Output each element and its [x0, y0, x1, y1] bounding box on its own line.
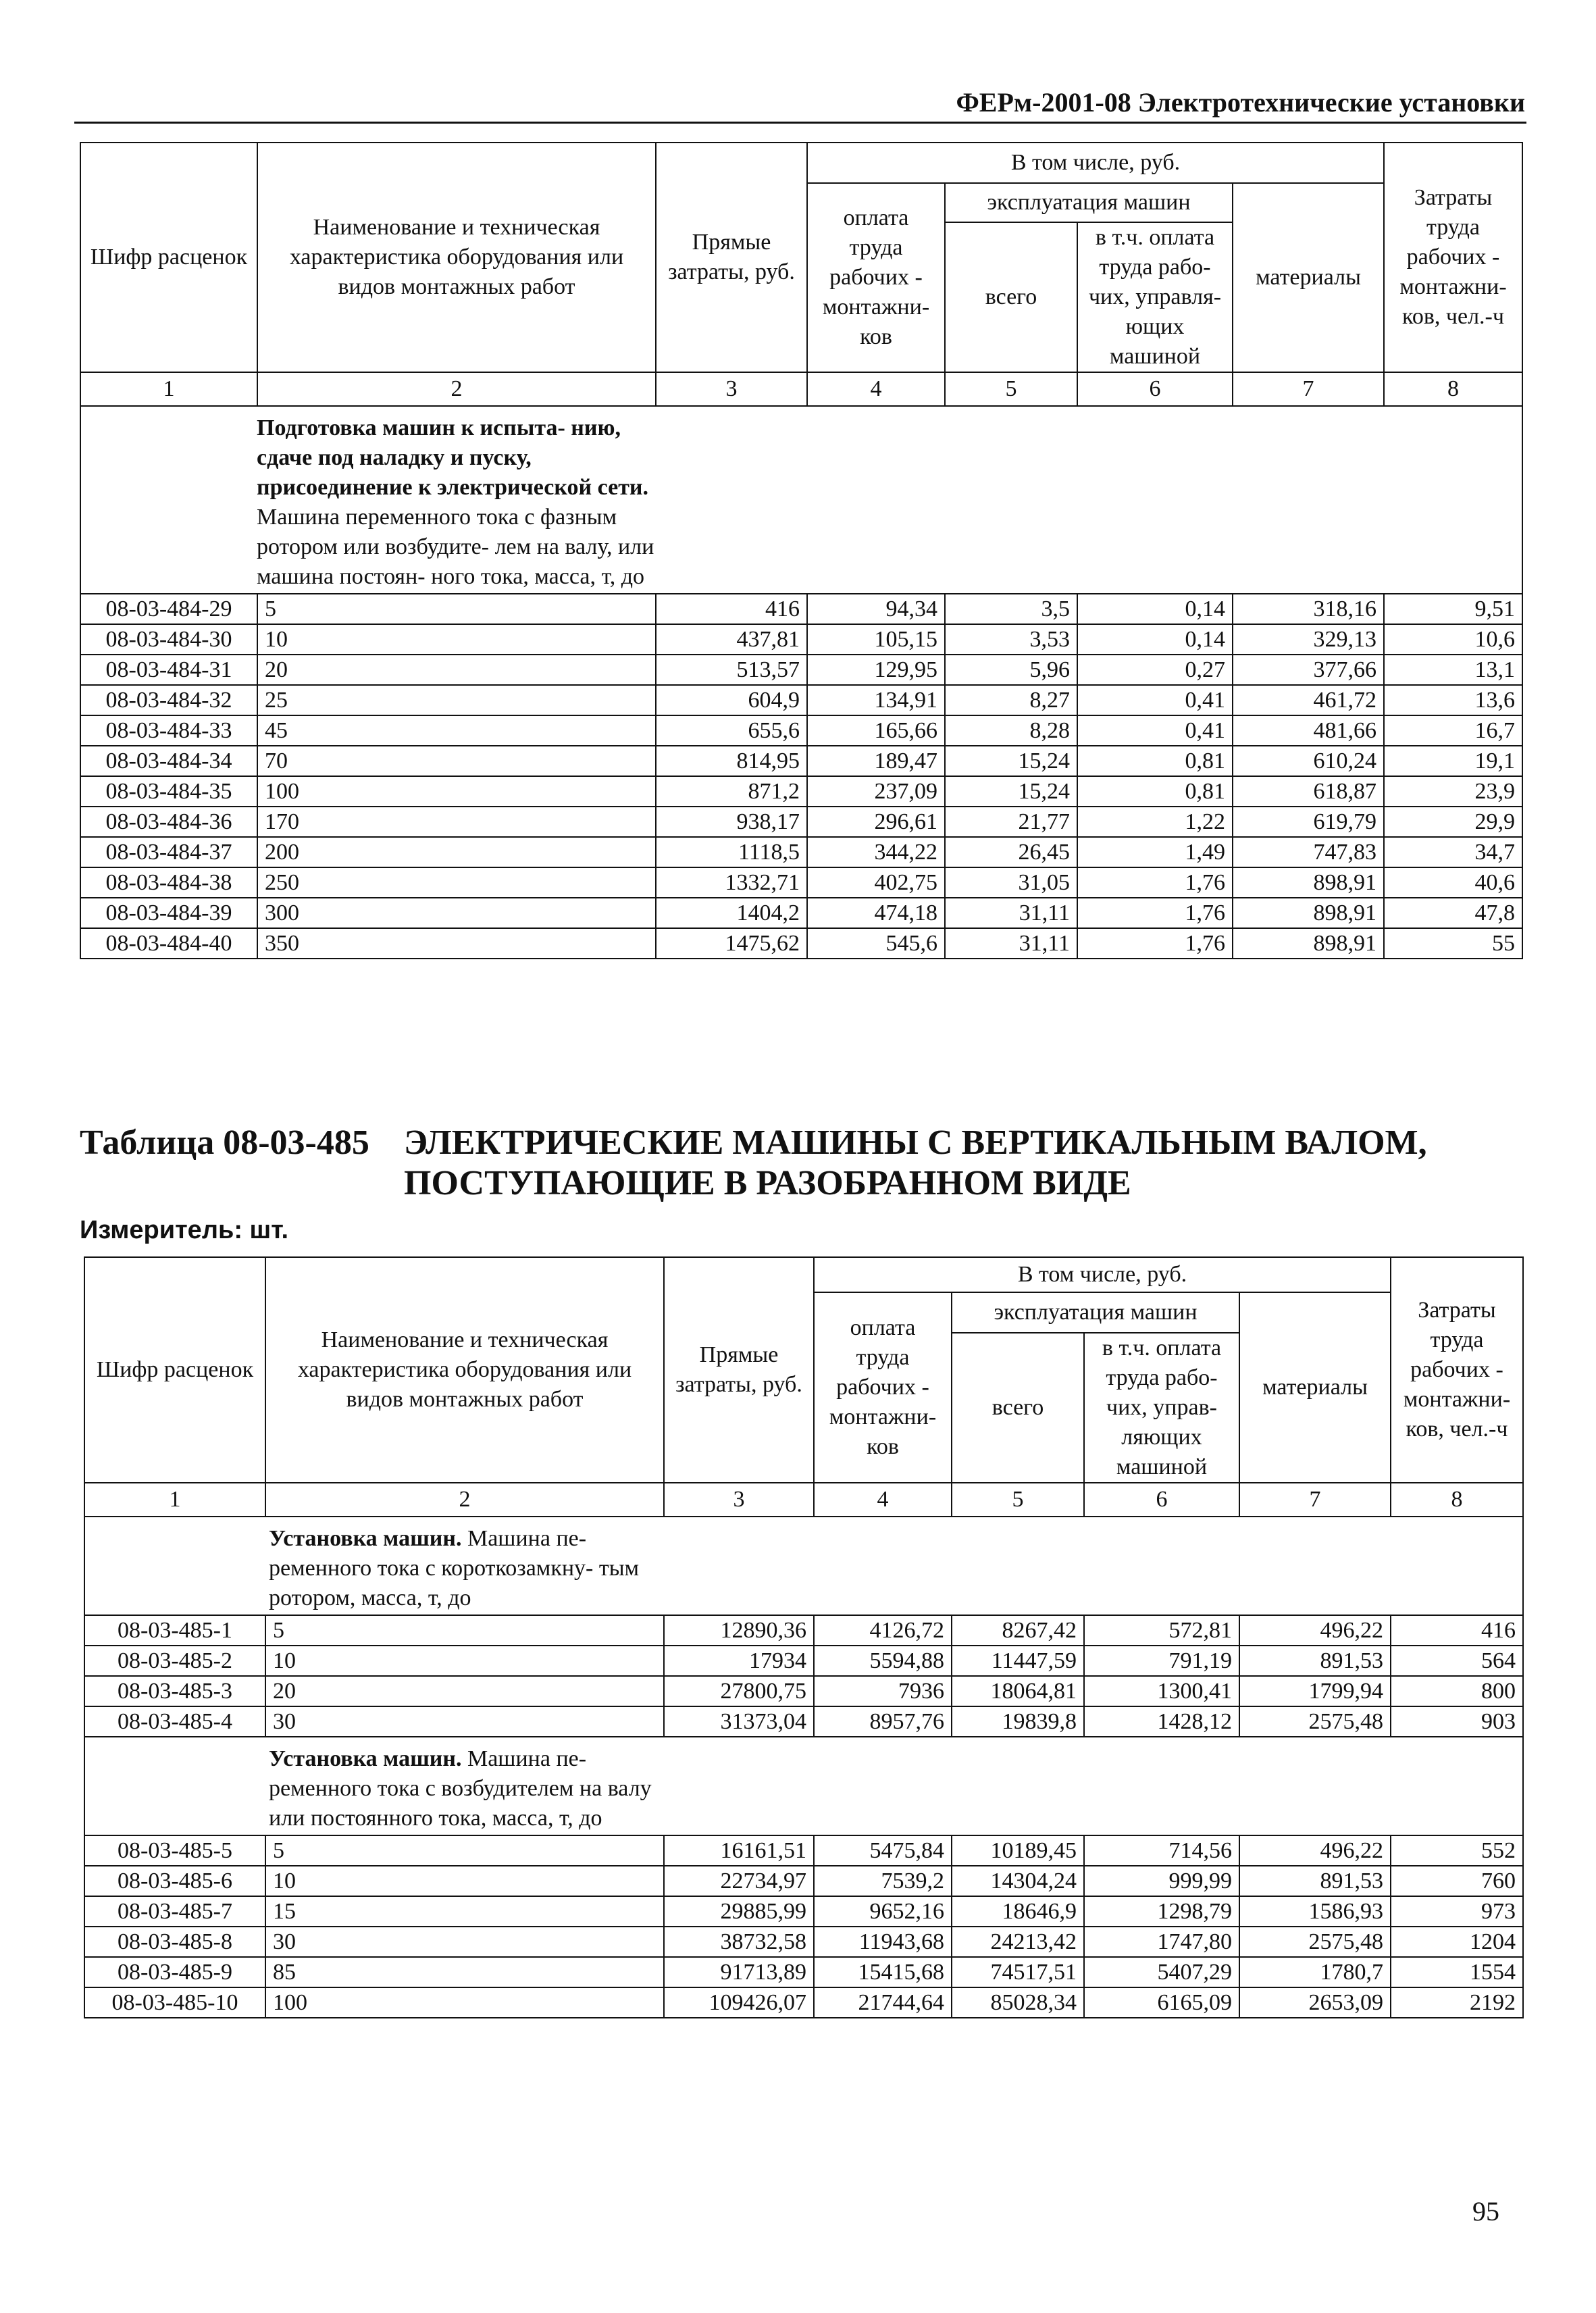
- direct-costs: 655,6: [656, 715, 807, 746]
- labor-hours: 552: [1391, 1835, 1523, 1866]
- rate-code: 08-03-484-39: [80, 898, 257, 928]
- direct-costs: 31373,04: [664, 1706, 814, 1737]
- table-row: [84, 1927, 1523, 1957]
- column-number: 7: [1233, 372, 1384, 406]
- column-number: 4: [807, 372, 945, 406]
- materials-cost: 1799,94: [1239, 1676, 1391, 1706]
- header-wage: оплата труда рабочих - монтажни- ков: [807, 183, 945, 372]
- table-row: [84, 1706, 1523, 1737]
- header-wage: оплата труда рабочих - монтажни- ков: [814, 1292, 952, 1483]
- labor-hours: 973: [1391, 1896, 1523, 1927]
- direct-costs: 938,17: [656, 807, 807, 837]
- mass-value: 170: [257, 807, 656, 837]
- machine-costs: 14304,24: [952, 1866, 1084, 1896]
- rates-table-485: [84, 1256, 1524, 2018]
- table-row: [80, 685, 1522, 715]
- mass-value: 10: [265, 1866, 664, 1896]
- rate-code: 08-03-484-36: [80, 807, 257, 837]
- materials-cost: 898,91: [1233, 867, 1384, 898]
- header-name: Наименование и техническая характеристика оборудования или видов монтажных работ: [257, 143, 656, 372]
- labor-hours: 34,7: [1384, 837, 1522, 867]
- header-machine-wage: в т.ч. оплата труда рабо- чих, управ- ляющих машиной: [1084, 1333, 1239, 1483]
- column-number: 8: [1391, 1483, 1523, 1517]
- machine-costs: 15,24: [945, 776, 1077, 807]
- mass-value: 250: [257, 867, 656, 898]
- direct-costs: 513,57: [656, 655, 807, 685]
- rate-code: 08-03-484-29: [80, 594, 257, 624]
- direct-costs: 22734,97: [664, 1866, 814, 1896]
- materials-cost: 481,66: [1233, 715, 1384, 746]
- machine-operator-wage: 999,99: [1084, 1866, 1239, 1896]
- machine-operator-wage: 791,19: [1084, 1646, 1239, 1676]
- machine-operator-wage: 1298,79: [1084, 1896, 1239, 1927]
- machine-operator-wage: 1428,12: [1084, 1706, 1239, 1737]
- column-number: 6: [1077, 372, 1233, 406]
- mass-value: 300: [257, 898, 656, 928]
- labor-hours: 13,1: [1384, 655, 1522, 685]
- header-code: Шифр расценок: [80, 143, 257, 372]
- header-machines-total: всего: [945, 222, 1077, 372]
- machine-costs: 31,11: [945, 928, 1077, 959]
- header-machines: эксплуатация машин: [952, 1292, 1239, 1333]
- table-row: [84, 1987, 1523, 2018]
- labor-hours: 55: [1384, 928, 1522, 959]
- labor-hours: 19,1: [1384, 746, 1522, 776]
- worker-wage: 545,6: [807, 928, 945, 959]
- mass-value: 5: [265, 1615, 664, 1646]
- direct-costs: 604,9: [656, 685, 807, 715]
- header-labor: Затраты труда рабочих - монтажни- ков, чел.-ч: [1391, 1257, 1523, 1483]
- mass-value: 85: [265, 1957, 664, 1987]
- machine-costs: 11447,59: [952, 1646, 1084, 1676]
- materials-cost: 891,53: [1239, 1646, 1391, 1676]
- rate-code: 08-03-485-1: [84, 1615, 265, 1646]
- header-machine-wage: в т.ч. оплата труда рабо- чих, управля- ющих машиной: [1077, 222, 1233, 372]
- worker-wage: 237,09: [807, 776, 945, 807]
- rate-code: 08-03-484-32: [80, 685, 257, 715]
- machine-costs: 3,5: [945, 594, 1077, 624]
- rate-code: 08-03-485-3: [84, 1676, 265, 1706]
- table-row: [80, 746, 1522, 776]
- machine-costs: 24213,42: [952, 1927, 1084, 1957]
- worker-wage: 189,47: [807, 746, 945, 776]
- materials-cost: 610,24: [1233, 746, 1384, 776]
- machine-costs: 18646,9: [952, 1896, 1084, 1927]
- direct-costs: 109426,07: [664, 1987, 814, 2018]
- table-row: [84, 1866, 1523, 1896]
- labor-hours: 800: [1391, 1676, 1523, 1706]
- machine-costs: 31,05: [945, 867, 1077, 898]
- column-number: 1: [84, 1483, 265, 1517]
- materials-cost: 618,87: [1233, 776, 1384, 807]
- table-row: [80, 594, 1522, 624]
- column-number: 7: [1239, 1483, 1391, 1517]
- header-including: В том числе, руб.: [814, 1257, 1391, 1292]
- machine-operator-wage: 0,81: [1077, 776, 1233, 807]
- direct-costs: 814,95: [656, 746, 807, 776]
- worker-wage: 344,22: [807, 837, 945, 867]
- machine-operator-wage: 714,56: [1084, 1835, 1239, 1866]
- rate-code: 08-03-485-6: [84, 1866, 265, 1896]
- mass-value: 20: [265, 1676, 664, 1706]
- group-heading: Установка машин. Машина пе- ременного тока с возбудителем на валу или постоянного тока, масса, т, до: [84, 1737, 1523, 1835]
- rate-code: 08-03-484-40: [80, 928, 257, 959]
- rate-code: 08-03-485-7: [84, 1896, 265, 1927]
- worker-wage: 5594,88: [814, 1646, 952, 1676]
- table-row: [84, 1676, 1523, 1706]
- mass-value: 45: [257, 715, 656, 746]
- running-head: ФЕРм-2001-08 Электротехнические установки: [956, 87, 1525, 118]
- machine-operator-wage: 0,27: [1077, 655, 1233, 685]
- machine-operator-wage: 1747,80: [1084, 1927, 1239, 1957]
- worker-wage: 21744,64: [814, 1987, 952, 2018]
- mass-value: 100: [257, 776, 656, 807]
- header-machines-total: всего: [952, 1333, 1084, 1483]
- materials-cost: 1780,7: [1239, 1957, 1391, 1987]
- column-number: 3: [664, 1483, 814, 1517]
- machine-costs: 15,24: [945, 746, 1077, 776]
- header-materials: материалы: [1239, 1292, 1391, 1483]
- table-name: ЭЛЕКТРИЧЕСКИЕ МАШИНЫ С ВЕРТИКАЛЬНЫМ ВАЛОМ, ПОСТУПАЮЩИЕ В РАЗОБРАННОМ ВИДЕ: [404, 1123, 1427, 1202]
- direct-costs: 1475,62: [656, 928, 807, 959]
- table-row: [84, 1835, 1523, 1866]
- machine-costs: 8,28: [945, 715, 1077, 746]
- header-code: Шифр расценок: [84, 1257, 265, 1483]
- unit-of-measure: Измеритель: шт.: [80, 1216, 289, 1244]
- header-direct-costs: Прямые затраты, руб.: [664, 1257, 814, 1483]
- machine-operator-wage: 0,41: [1077, 715, 1233, 746]
- rate-code: 08-03-485-9: [84, 1957, 265, 1987]
- machine-operator-wage: 5407,29: [1084, 1957, 1239, 1987]
- direct-costs: 871,2: [656, 776, 807, 807]
- mass-value: 15: [265, 1896, 664, 1927]
- direct-costs: 12890,36: [664, 1615, 814, 1646]
- mass-value: 25: [257, 685, 656, 715]
- direct-costs: 437,81: [656, 624, 807, 655]
- table-row: [80, 867, 1522, 898]
- mass-value: 200: [257, 837, 656, 867]
- materials-cost: 2575,48: [1239, 1706, 1391, 1737]
- group-heading: Установка машин. Машина пе- ременного тока с короткозамкну- тым ротором, масса, т, до: [84, 1517, 1523, 1615]
- table-row: [80, 807, 1522, 837]
- worker-wage: 11943,68: [814, 1927, 952, 1957]
- worker-wage: 105,15: [807, 624, 945, 655]
- rate-code: 08-03-485-8: [84, 1927, 265, 1957]
- machine-costs: 8267,42: [952, 1615, 1084, 1646]
- column-number: 5: [945, 372, 1077, 406]
- column-number: 2: [265, 1483, 664, 1517]
- machine-operator-wage: 1,76: [1077, 928, 1233, 959]
- machine-operator-wage: 6165,09: [1084, 1987, 1239, 2018]
- labor-hours: 40,6: [1384, 867, 1522, 898]
- labor-hours: 9,51: [1384, 594, 1522, 624]
- column-number: 8: [1384, 372, 1522, 406]
- machine-operator-wage: 0,81: [1077, 746, 1233, 776]
- mass-value: 10: [257, 624, 656, 655]
- rate-code: 08-03-485-4: [84, 1706, 265, 1737]
- mass-value: 20: [257, 655, 656, 685]
- materials-cost: 377,66: [1233, 655, 1384, 685]
- header-labor: Затраты труда рабочих - монтажни- ков, чел.-ч: [1384, 143, 1522, 372]
- table-row: [80, 928, 1522, 959]
- machine-costs: 74517,51: [952, 1957, 1084, 1987]
- table-row: [84, 1957, 1523, 1987]
- labor-hours: 564: [1391, 1646, 1523, 1676]
- machine-operator-wage: 1,22: [1077, 807, 1233, 837]
- machine-operator-wage: 0,41: [1077, 685, 1233, 715]
- header-including: В том числе, руб.: [807, 143, 1384, 183]
- materials-cost: 461,72: [1233, 685, 1384, 715]
- mass-value: 10: [265, 1646, 664, 1676]
- table-number: Таблица 08-03-485: [80, 1123, 369, 1162]
- rate-code: 08-03-485-10: [84, 1987, 265, 2018]
- materials-cost: 2575,48: [1239, 1927, 1391, 1957]
- rates-table-484: [80, 142, 1523, 959]
- machine-costs: 19839,8: [952, 1706, 1084, 1737]
- machine-costs: 31,11: [945, 898, 1077, 928]
- labor-hours: 1554: [1391, 1957, 1523, 1987]
- machine-costs: 21,77: [945, 807, 1077, 837]
- direct-costs: 416: [656, 594, 807, 624]
- direct-costs: 1118,5: [656, 837, 807, 867]
- column-number: 4: [814, 1483, 952, 1517]
- worker-wage: 5475,84: [814, 1835, 952, 1866]
- table-row: [80, 655, 1522, 685]
- column-numbers-row: [80, 372, 1522, 406]
- mass-value: 350: [257, 928, 656, 959]
- materials-cost: 1586,93: [1239, 1896, 1391, 1927]
- rate-code: 08-03-484-30: [80, 624, 257, 655]
- worker-wage: 7936: [814, 1676, 952, 1706]
- labor-hours: 13,6: [1384, 685, 1522, 715]
- mass-value: 5: [257, 594, 656, 624]
- worker-wage: 9652,16: [814, 1896, 952, 1927]
- materials-cost: 898,91: [1233, 898, 1384, 928]
- rate-code: 08-03-484-37: [80, 837, 257, 867]
- machine-costs: 85028,34: [952, 1987, 1084, 2018]
- materials-cost: 891,53: [1239, 1866, 1391, 1896]
- worker-wage: 129,95: [807, 655, 945, 685]
- labor-hours: 416: [1391, 1615, 1523, 1646]
- direct-costs: 1332,71: [656, 867, 807, 898]
- labor-hours: 760: [1391, 1866, 1523, 1896]
- machine-operator-wage: 1,76: [1077, 898, 1233, 928]
- header-name: Наименование и техническая характеристика оборудования или видов монтажных работ: [265, 1257, 664, 1483]
- table-row: [80, 715, 1522, 746]
- group-heading: Подготовка машин к испыта- нию, сдаче под наладку и пуску, присоединение к электрической сети. Машина переменного тока с фазным ротором или возбудите- лем на валу, или машина постоян- ного тока, масса, т, до: [80, 406, 1522, 594]
- materials-cost: 898,91: [1233, 928, 1384, 959]
- labor-hours: 1204: [1391, 1927, 1523, 1957]
- rate-code: 08-03-485-5: [84, 1835, 265, 1866]
- machine-operator-wage: 1300,41: [1084, 1676, 1239, 1706]
- column-number: 2: [257, 372, 656, 406]
- table-row: [80, 776, 1522, 807]
- machine-operator-wage: 0,14: [1077, 594, 1233, 624]
- machine-costs: 26,45: [945, 837, 1077, 867]
- materials-cost: 619,79: [1233, 807, 1384, 837]
- rate-code: 08-03-484-33: [80, 715, 257, 746]
- direct-costs: 91713,89: [664, 1957, 814, 1987]
- worker-wage: 474,18: [807, 898, 945, 928]
- worker-wage: 15415,68: [814, 1957, 952, 1987]
- header-machines: эксплуатация машин: [945, 183, 1233, 222]
- column-number: 6: [1084, 1483, 1239, 1517]
- materials-cost: 329,13: [1233, 624, 1384, 655]
- labor-hours: 29,9: [1384, 807, 1522, 837]
- direct-costs: 27800,75: [664, 1676, 814, 1706]
- worker-wage: 7539,2: [814, 1866, 952, 1896]
- machine-operator-wage: 0,14: [1077, 624, 1233, 655]
- rate-code: 08-03-484-38: [80, 867, 257, 898]
- table-row: [80, 624, 1522, 655]
- machine-costs: 8,27: [945, 685, 1077, 715]
- rate-code: 08-03-484-34: [80, 746, 257, 776]
- machine-costs: 10189,45: [952, 1835, 1084, 1866]
- materials-cost: 318,16: [1233, 594, 1384, 624]
- materials-cost: 496,22: [1239, 1615, 1391, 1646]
- labor-hours: 10,6: [1384, 624, 1522, 655]
- labor-hours: 16,7: [1384, 715, 1522, 746]
- mass-value: 5: [265, 1835, 664, 1866]
- rate-code: 08-03-484-35: [80, 776, 257, 807]
- direct-costs: 29885,99: [664, 1896, 814, 1927]
- worker-wage: 402,75: [807, 867, 945, 898]
- labor-hours: 47,8: [1384, 898, 1522, 928]
- worker-wage: 4126,72: [814, 1615, 952, 1646]
- column-number: 5: [952, 1483, 1084, 1517]
- machine-costs: 18064,81: [952, 1676, 1084, 1706]
- rate-code: 08-03-484-31: [80, 655, 257, 685]
- direct-costs: 17934: [664, 1646, 814, 1676]
- header-materials: материалы: [1233, 183, 1384, 372]
- machine-operator-wage: 572,81: [1084, 1615, 1239, 1646]
- labor-hours: 2192: [1391, 1987, 1523, 2018]
- labor-hours: 903: [1391, 1706, 1523, 1737]
- page-number: 95: [1472, 2196, 1499, 2227]
- machine-costs: 5,96: [945, 655, 1077, 685]
- table-row: [84, 1896, 1523, 1927]
- machine-operator-wage: 1,49: [1077, 837, 1233, 867]
- header-rule: [74, 122, 1526, 124]
- worker-wage: 94,34: [807, 594, 945, 624]
- header-direct-costs: Прямые затраты, руб.: [656, 143, 807, 372]
- materials-cost: 747,83: [1233, 837, 1384, 867]
- mass-value: 100: [265, 1987, 664, 2018]
- worker-wage: 165,66: [807, 715, 945, 746]
- worker-wage: 134,91: [807, 685, 945, 715]
- machine-operator-wage: 1,76: [1077, 867, 1233, 898]
- worker-wage: 8957,76: [814, 1706, 952, 1737]
- direct-costs: 38732,58: [664, 1927, 814, 1957]
- column-numbers-row: [84, 1483, 1523, 1517]
- machine-costs: 3,53: [945, 624, 1077, 655]
- table-row: [80, 898, 1522, 928]
- worker-wage: 296,61: [807, 807, 945, 837]
- table-row: [80, 837, 1522, 867]
- mass-value: 70: [257, 746, 656, 776]
- mass-value: 30: [265, 1706, 664, 1737]
- labor-hours: 23,9: [1384, 776, 1522, 807]
- materials-cost: 2653,09: [1239, 1987, 1391, 2018]
- column-number: 3: [656, 372, 807, 406]
- table-row: [84, 1615, 1523, 1646]
- table-row: [84, 1646, 1523, 1676]
- materials-cost: 496,22: [1239, 1835, 1391, 1866]
- column-number: 1: [80, 372, 257, 406]
- direct-costs: 1404,2: [656, 898, 807, 928]
- rate-code: 08-03-485-2: [84, 1646, 265, 1676]
- mass-value: 30: [265, 1927, 664, 1957]
- direct-costs: 16161,51: [664, 1835, 814, 1866]
